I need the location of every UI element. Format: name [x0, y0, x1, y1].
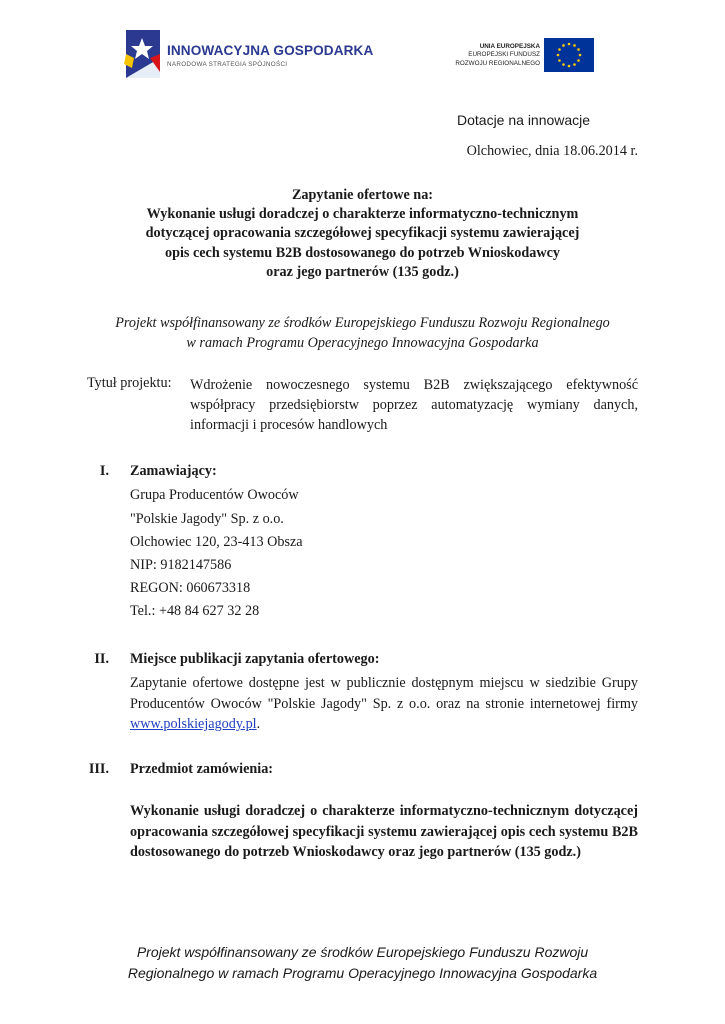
footer-cofinance-note [60, 942, 665, 983]
publication-paragraph [130, 673, 638, 735]
eu-star-icon [577, 59, 580, 62]
orderer-line: Olchowiec 120, 23-413 Obsza [130, 534, 303, 550]
program-logo-subtitle: NARODOWA STRATEGIA SPÓJNOŚCI [167, 61, 288, 68]
cofinance-line1: Projekt współfinansowany ze środków Europejskiego Funduszu Rozwoju Regionalnego [115, 315, 610, 331]
eu-star-icon [573, 44, 576, 47]
request-title-line5: oraz jego partnerów (135 godz.) [266, 263, 459, 280]
section-1-number: I. [99, 463, 109, 479]
request-title-line1: Zapytanie ofertowe na: [291, 187, 434, 203]
eu-logo-line1: UNIA EUROPEJSKA [479, 43, 540, 50]
orderer-line: NIP: 9182147586 [130, 557, 232, 573]
eu-star-icon [577, 48, 580, 51]
place-date: Olchowiec, dnia 18.06.2014 r. [466, 143, 638, 159]
eu-star-icon [562, 63, 565, 66]
orderer-line: Tel.: +48 84 627 32 28 [130, 603, 260, 619]
publication-period: . [256, 716, 261, 732]
request-title [87, 186, 638, 282]
eu-star-icon [573, 63, 576, 66]
orderer-line: Grupa Producentów Owoców [130, 487, 299, 503]
request-title-line2: Wykonanie usługi doradczej o charakterze informatyczno-technicznym [146, 206, 579, 223]
request-title-line3: dotyczącej opracowania szczegółowej specyfikacji systemu zawierającej [145, 225, 580, 242]
section-2-number: II. [94, 651, 109, 667]
publication-text: Zapytanie ofertowe dostępne jest w publicznie dostępnym miejscu w siedzibie Grupy Producentów Owoców "Polskie Jagody" Sp. z o.o. oraz na stronie internetowej firmy [130, 675, 638, 712]
section-3-heading: Przedmiot zamówienia: [130, 761, 274, 777]
company-website-link[interactable]: www.polskiejagody.pl [130, 716, 257, 732]
eu-star-icon [557, 54, 560, 57]
eu-star-icon [568, 43, 571, 46]
eu-star-icon [562, 44, 565, 47]
orderer-line: REGON: 060673318 [130, 580, 251, 596]
program-logo-title: INNOWACYJNA GOSPODARKA [167, 43, 374, 58]
eu-star-icon [558, 59, 561, 62]
project-title-label: Tytuł projektu: [87, 375, 172, 391]
footer-line2: Regionalnego w ramach Programu Operacyjnego Innowacyjna Gospodarka [127, 964, 598, 981]
order-subject-paragraph: Wykonanie usługi doradczej o charakterze informatyczno-technicznym dotyczącej opracowania szczegółowej specyfikacji systemu zawierającej opis cech systemu B2B dostosowanego do potrzeb Wnioskodawcy oraz jego partnerów (135 godz.) [130, 803, 638, 860]
eu-logo-text [434, 43, 540, 68]
eu-star-icon [579, 54, 582, 57]
ig-logo-mark-icon [120, 28, 166, 80]
project-title-value: Wdrożenie nowoczesnego systemu B2B zwiększającego efektywność współpracy przedsiębiorstw poprzez automatyzację wymiany danych, informacji i procesów handlowych [190, 377, 638, 433]
eu-star-icon [568, 65, 571, 68]
section-3-number: III. [88, 761, 109, 777]
eu-flag-icon [544, 38, 594, 72]
eu-logo-line3: ROZWOJU REGIONALNEGO [455, 59, 540, 67]
eu-logo-line2: EUROPEJSKI FUNDUSZ [468, 51, 540, 59]
section-2-heading: Miejsce publikacji zapytania ofertowego: [130, 651, 380, 667]
request-title-line4: opis cech systemu B2B dostosowanego do potrzeb Wnioskodawcy [164, 244, 561, 261]
tagline: Dotacje na innowacje [457, 112, 591, 128]
footer-line1: Projekt współfinansowany ze środków Europejskiego Funduszu Rozwoju [136, 944, 589, 960]
section-1-heading: Zamawiający: [130, 463, 217, 479]
eu-star-icon [558, 48, 561, 51]
orderer-line: "Polskie Jagody" Sp. z o.o. [130, 511, 284, 527]
cofinance-note [87, 313, 638, 353]
cofinance-line2: w ramach Programu Operacyjnego Innowacyjna Gospodarka [186, 335, 539, 351]
